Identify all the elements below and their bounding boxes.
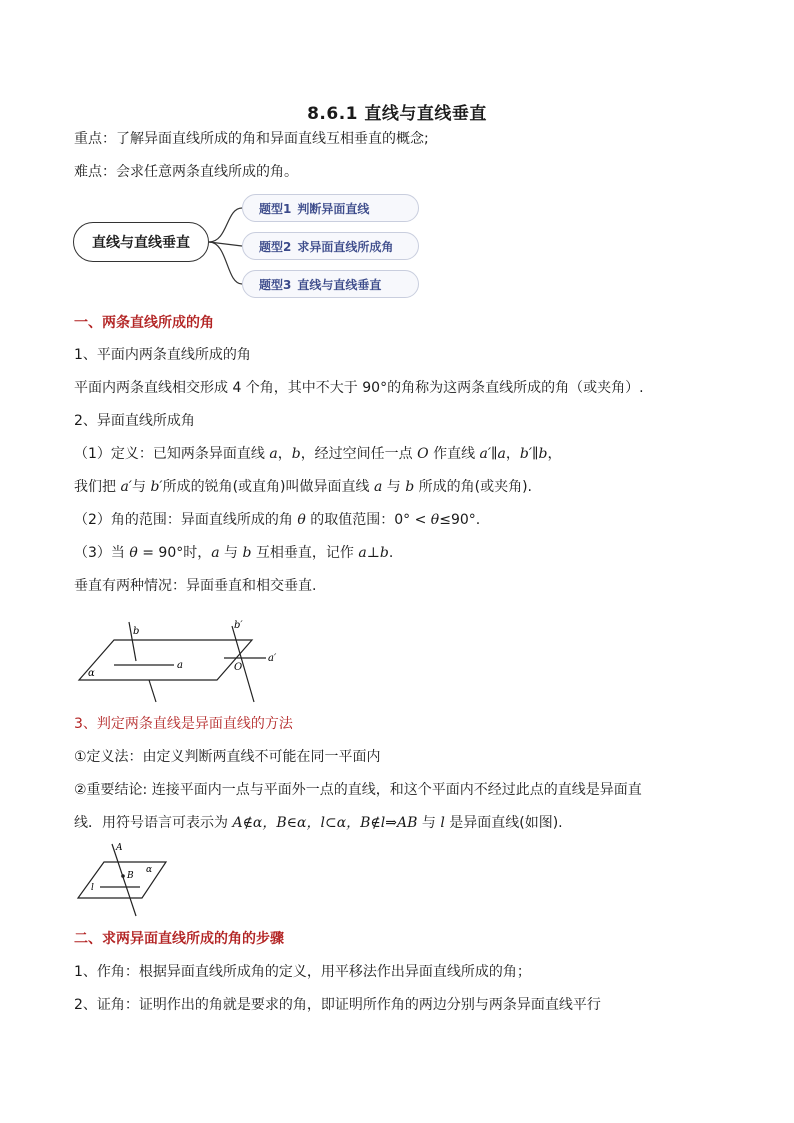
key-point: 重点：了解异面直线所成的角和异面直线互相垂直的概念; — [74, 131, 429, 147]
perpendicular-definition: （3）当 θ = 90°时，a 与 b 互相垂直，记作 a⊥b. — [74, 545, 394, 561]
label-alpha: α — [146, 865, 153, 875]
definition-line: （1）定义：已知两条异面直线 a，b，经过空间任一点 O 作直线 a′∥a，b′∥b， — [74, 446, 562, 462]
skew-lines-figure — [74, 618, 294, 708]
difficulty: 难点：会求任意两条直线所成的角。 — [74, 164, 298, 180]
mind-map — [70, 190, 430, 302]
perpendicular-cases: 垂直有两种情况：异面垂直和相交垂直. — [74, 578, 317, 594]
label-a: a — [177, 660, 183, 671]
label-alpha: α — [88, 668, 95, 679]
item-2-title: 2、异面直线所成角 — [74, 413, 195, 429]
label-b: b — [133, 626, 140, 637]
item-3-title: 3、判定两条直线是异面直线的方法 — [74, 716, 293, 732]
label-l: l — [91, 883, 94, 893]
label-B: B — [127, 871, 134, 881]
label-b-prime: b′ — [234, 620, 243, 631]
method-2: ②重要结论: 连接平面内一点与平面外一点的直线，和这个平面内不经过此点的直线是异面直 — [74, 782, 642, 798]
mind-map-node-3: 题型3 直线与直线垂直 — [242, 270, 419, 298]
method-2-continued: 线．用符号语言可表示为 A∉α，B∈α，l⊂α，B∉l⇒AB 与 l 是异面直线(如图). — [74, 815, 563, 831]
line-b-lower — [149, 680, 156, 702]
angle-range: （2）角的范围：异面直线所成的角 θ 的取值范围：0° < θ≤90°. — [74, 512, 481, 528]
section-2-heading: 二、求两异面直线所成的角的步骤 — [74, 931, 284, 947]
section-1-heading: 一、两条直线所成的角 — [74, 315, 214, 331]
step-1: 1、作角：根据异面直线所成角的定义，用平移法作出异面直线所成的角； — [74, 964, 531, 980]
label-A: A — [116, 843, 123, 853]
skew-line-criterion-figure — [74, 838, 174, 920]
connector-1 — [209, 208, 242, 242]
method-1: ①定义法：由定义判断两直线不可能在同一平面内 — [74, 749, 381, 765]
page-title: 8.6.1 直线与直线垂直 — [307, 104, 487, 124]
plane-alpha — [79, 640, 252, 680]
connector-3 — [209, 242, 242, 284]
item-1-text: 平面内两条直线相交形成 4 个角，其中不大于 90°的角称为这两条直线所成的角（或夹角）. — [74, 380, 644, 396]
point-B — [121, 874, 125, 878]
label-O: O — [234, 662, 243, 673]
item-1-title: 1、平面内两条直线所成的角 — [74, 347, 251, 363]
mind-map-node-1: 题型1 判断异面直线 — [242, 194, 419, 222]
step-2: 2、证角：证明作出的角就是要求的角，即证明所作角的两边分别与两条异面直线平行 — [74, 997, 601, 1013]
mind-map-node-2: 题型2 求异面直线所成角 — [242, 232, 419, 260]
mind-map-root: 直线与直线垂直 — [73, 222, 209, 262]
label-a-prime: a′ — [268, 653, 277, 664]
definition-continued: 我们把 a′与 b′所成的锐角(或直角)叫做异面直线 a 与 b 所成的角(或夹角). — [74, 479, 533, 495]
